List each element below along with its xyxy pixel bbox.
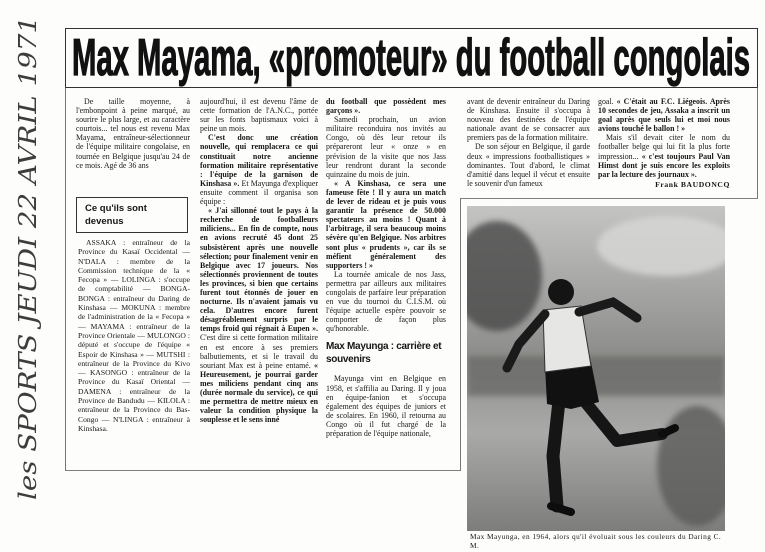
bold-run: « c'est toujours Paul Van Himst dont je suis encore les exploits par la lecture des journaux ».: [598, 151, 730, 179]
bold-run: « C'était au F.C. Liégeois. Après 10 secondes de jeu, Assaka a inscrit un goal après que seuls lui et moi nous avions touché le ballon ! »: [598, 97, 730, 134]
paragraph: [326, 270, 446, 334]
handwritten-margin-note: [4, 6, 48, 506]
author-signature: Frank BAUDONCQ: [655, 179, 730, 189]
paragraph: [467, 142, 590, 187]
paragraph: [200, 133, 318, 206]
paragraph: [598, 97, 730, 133]
text-run: Mayunga vint en Belgique en 1958, et s'affilia au Daring. Il y joua en équipe-fanion et s'occupa également des équipes de juniors et de scolaires. En 1960, il retourna au Congo où il fut chargé de la préparation de l'équipe nationale,: [326, 374, 446, 438]
column-2: [200, 97, 318, 455]
text-run: C'est dire si cette formation militaire en est encore à ses premiers balbutiements, et si le travail du souriant Max est à peine entamé.: [200, 333, 318, 370]
paragraph: [326, 115, 446, 179]
sidebar-title: Ce qu'ils sont devenus: [76, 197, 188, 233]
text-run: Mais s'il devait citer le nom du footballer belge qui lui fit la plus forte impression...: [598, 133, 730, 161]
bold-run: « A Kinshasa, ce sera une fameuse fête ! Il y aura un match de lever de rideau et je puis vous garantir la présence de 50.000 spectateurs au moins ! Quant à l'arbitrage, il sera beaucoup moins sévère qu'en Belgique. Nos arbitres sont plus « prudents », car ils se méfient généralement des supporters ! »: [326, 178, 446, 270]
bold-run: « J'ai sillonné tout le pays à la recherche de footballeurs miliciens... En fin de compte, nous en avions recruté 45 dont 25 subsistèrent après une nouvelle sélection; pour finalement venir en Belgique avec 17 joueurs. Nos sélectionnés proviennent de toutes les provinces, si bien que certains furent tout étonnés de jouer en nocturne. Ils n'avaient jamais vu cela. D'autres encore furent désagréablement surpris par le temps froid qui régnait à Eupen ».: [200, 206, 318, 334]
column-5: [598, 97, 730, 197]
paragraph: [326, 179, 446, 270]
headline: [66, 30, 756, 87]
text-run: aujourd'hui, il est devenu l'âme de cette formation de l'A.N.C., portée sur les fonts baptismaux voici à peine un mois.: [200, 97, 318, 134]
player-photo: [467, 206, 725, 531]
paragraph: [467, 97, 590, 142]
paragraph: [326, 374, 446, 438]
text-run: avant de devenir entraîneur du Daring de Kinshasa. Ensuite il s'occupa à nouveau des destinées de l'équipe nationale avant de se consacrer aux premiers pas de la formation militaire.: [467, 97, 590, 143]
column-3: [326, 97, 446, 457]
bold-run: « Heureusement, je pourrai garder mes miliciens pendant cinq ans (durée normale du service), ce qui me permettra de mettre mieux en valeur la condition physique la souplesse et le sens inné: [200, 360, 318, 425]
paragraph: [598, 133, 730, 178]
text-run: De taille moyenne, à l'embonpoint à peine marqué, au sourire le plus large, et au caractère courtois... tel nous est revenu Max Mayama, entraîneur-sélectionneur de l'équipe militaire congolaise, en tournée en Belgique jusqu'au 24 de ce mois. Agé de 36 ans: [76, 97, 190, 170]
text-run: De son séjour en Belgique, il garde deux « impressions footballistiques » dominantes. Tout d'abord, le climat d'amitié dans lequel il vécut et ensuite le souvenir d'un fameux: [467, 142, 590, 188]
subheading: Max Mayunga : carrière et souvenirs: [326, 341, 442, 366]
text-run: goal.: [598, 97, 614, 106]
text-run: La tournée amicale de nos Jass, permettra par ailleurs aux militaires congolais de parfaire leur préparation en vue du tournoi du C.I.S.M. où l'équipe actuelle espère pouvoir se comporter de façon plus qu'honorable.: [326, 269, 446, 334]
paragraph: [76, 97, 190, 170]
text-run: Samedi prochain, un avion militaire reconduira nos invités au Congo, où dès leur retour ils prépareront leur « onze » en prévision de la visite que nos Jass leur rendront durant la seconde quinzaine du mois de juin.: [326, 115, 446, 179]
paragraph: [200, 97, 318, 133]
paragraph: [200, 206, 318, 424]
column-4: [467, 97, 590, 197]
photo-caption: Max Mayunga, en 1964, alors qu'il évoluait sous les couleurs du Daring C. M.: [470, 533, 722, 550]
headline-text: Max Mayama, «promoteur» du football congolais: [72, 30, 750, 87]
bold-run: du football que possèdent mes garçons ».: [326, 97, 446, 116]
bold-run: C'est donc une création nouvelle, qui remplacera ce qui constituait notre ancienne formation militaire représentative : l'équipe de la garnison de Kinshasa ».: [200, 133, 318, 188]
column-1-intro: [76, 97, 190, 192]
text-run: Et Mayunga d'expliquer ensuite comment il organisa son équipe :: [200, 178, 318, 207]
paragraph: [326, 97, 446, 115]
margin-note-text: les SPORTS JEUDI 22 AVRIL 1971: [14, 80, 42, 500]
sidebar-list: ASSAKA : entraîneur de la Province du Kasaï Occidental — N'DALA : membre de la Commission technique de la « Fecopa » — LOLINGA : s'occupe de comptabilité — BONGA-BONGA : entraîneur du Daring de Kinshasa — MOKUNA : membre de l'administration de la « Fecopa » — MAYAMA : entraîneur de la Province Orientale — MULONGO : député et s'occupe de l'équipe « Espoir de Kinshasa » — MUTSHI : entraîneur de la Province du Kivo — KASONGO : entraîneur de la Province du Kasaï Oriental — DAMENA : entraîneur de la Province de Bandudu — KILOLA : entraîneur de la Province du Bas-Congo — N'LINGA : entraîneur à Kinshasa.: [78, 238, 190, 433]
